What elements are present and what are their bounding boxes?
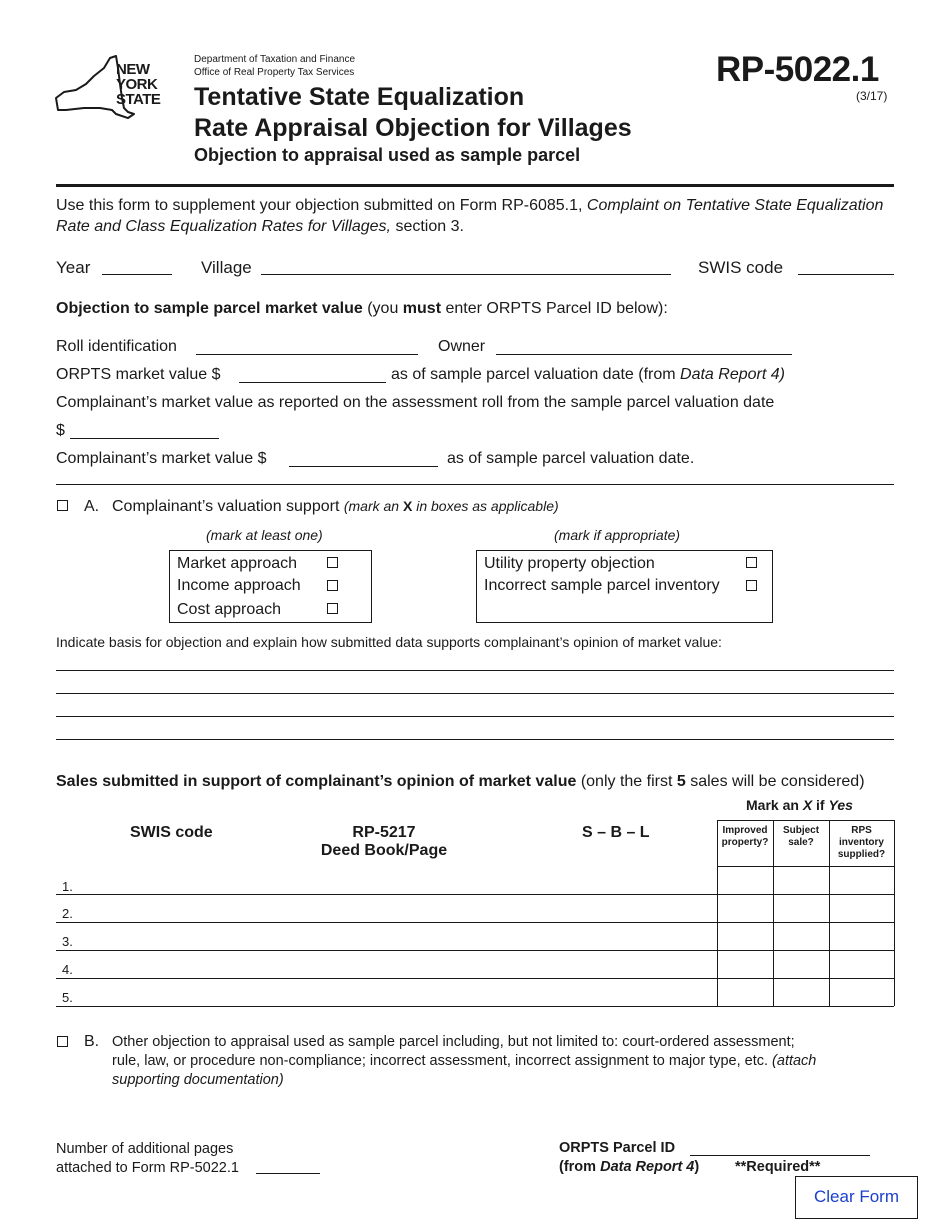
section-a-letter: A. — [84, 498, 100, 515]
col-header-rps-inventory: RPS inventory supplied? — [837, 825, 886, 860]
orpts-market-value-field[interactable] — [239, 382, 386, 383]
col-header-improved: Improved property? — [721, 825, 769, 848]
section-a-checkbox[interactable] — [57, 500, 68, 511]
form-number: RP-5022.1 — [716, 50, 879, 89]
table-row-number: 4. — [62, 962, 73, 977]
basis-line-3[interactable] — [56, 716, 894, 717]
logo-text-york: YORK — [116, 76, 158, 93]
section-a-label: Complainant’s valuation support (mark an X in boxes as applicable) — [112, 498, 559, 515]
mark-if-appropriate-caption: (mark if appropriate) — [554, 527, 681, 543]
owner-label: Owner — [438, 338, 486, 355]
roll-identification-field[interactable] — [196, 354, 418, 355]
village-field[interactable] — [261, 274, 671, 275]
logo-text-state: STATE — [116, 91, 161, 108]
incorrect-inventory-label: Incorrect sample parcel inventory — [484, 577, 720, 594]
table-row[interactable] — [56, 922, 894, 923]
section-b-text: Other objection to appraisal used as sample parcel including, but not limited to: court-ordered assessment; rule, law, or procedure non-compliance; incorrect assessment, incorrect assignment to major type, etc. (attach supporting documentation) — [112, 1034, 817, 1088]
office-name: Office of Real Property Tax Services — [194, 67, 355, 78]
year-label: Year — [56, 258, 91, 277]
market-approach-checkbox[interactable] — [327, 557, 338, 568]
table-row[interactable] — [56, 894, 894, 895]
table-row[interactable] — [56, 1006, 894, 1007]
form-revision: (3/17) — [856, 89, 888, 103]
col-header-swis-code: SWIS code — [130, 824, 213, 841]
orpts-market-value-suffix: as of sample parcel valuation date (from Data Report 4) — [391, 366, 785, 383]
basis-line-1[interactable] — [56, 670, 894, 671]
dollar-sign: $ — [56, 422, 65, 439]
objection-heading: Objection to sample parcel market value (you must enter ORPTS Parcel ID below): — [56, 300, 668, 317]
section-b-checkbox[interactable] — [57, 1036, 68, 1047]
complainant-market-value-suffix: as of sample parcel valuation date. — [447, 450, 695, 467]
col-header-sbl: S – B – L — [582, 824, 650, 841]
complainant-market-value-label: Complainant’s market value $ — [56, 450, 267, 467]
mark-x-if-yes: Mark an X if Yes — [746, 797, 853, 813]
orpts-parcel-id-label: ORPTS Parcel ID — [559, 1140, 676, 1156]
form-title-line1: Tentative State Equalization — [194, 83, 525, 111]
clear-form-button[interactable]: Clear Form — [795, 1176, 918, 1219]
col-header-rp5217: RP-5217 Deed Book/Page — [320, 824, 448, 859]
owner-field[interactable] — [496, 354, 792, 355]
intro-text: Use this form to supplement your objection submitted on Form RP-6085.1, Complaint on Tentative State Equalization Rate and Class Equalization Rates for Villages, section 3. — [56, 197, 884, 235]
required-note: **Required** — [735, 1159, 821, 1175]
village-label: Village — [201, 258, 252, 277]
cost-approach-checkbox[interactable] — [327, 603, 338, 614]
basis-line-4[interactable] — [56, 739, 894, 740]
complainant-roll-value-label: Complainant’s market value as reported on the assessment roll from the sample parcel valuation date — [56, 394, 775, 411]
table-row-number: 3. — [62, 934, 73, 949]
basis-instructions: Indicate basis for objection and explain how submitted data supports complainant’s opinion of market value: — [56, 634, 722, 650]
form-subtitle: Objection to appraisal used as sample parcel — [194, 145, 581, 165]
additional-pages-field[interactable] — [256, 1173, 320, 1174]
swis-code-label: SWIS code — [698, 258, 784, 277]
logo-text-new: NEW — [116, 61, 150, 78]
orpts-parcel-id-field[interactable] — [690, 1155, 870, 1156]
sales-heading: Sales submitted in support of complainant’s opinion of market value (only the first 5 sales will be considered) — [56, 773, 865, 790]
table-row-number: 2. — [62, 906, 73, 921]
additional-pages-label: Number of additional pages attached to Form RP-5022.1 — [56, 1141, 239, 1176]
utility-property-label: Utility property objection — [484, 555, 655, 572]
data-report-note: (from Data Report 4) — [559, 1159, 700, 1175]
section-b-letter: B. — [84, 1033, 100, 1050]
table-row-number: 5. — [62, 990, 73, 1005]
basis-line-2[interactable] — [56, 693, 894, 694]
header-divider — [56, 184, 894, 187]
incorrect-inventory-checkbox[interactable] — [746, 580, 757, 591]
section-divider — [56, 484, 894, 485]
orpts-market-value-label: ORPTS market value $ — [56, 366, 221, 383]
complainant-roll-value-field[interactable] — [70, 438, 219, 439]
complainant-market-value-field[interactable] — [289, 466, 438, 467]
table-row-number: 1. — [62, 879, 73, 894]
income-approach-label: Income approach — [177, 577, 301, 594]
cost-approach-label: Cost approach — [177, 601, 282, 618]
table-row[interactable] — [56, 950, 894, 951]
market-approach-label: Market approach — [177, 555, 298, 572]
nys-logo — [54, 54, 166, 124]
col-header-subject-sale: Subject sale? — [782, 825, 820, 848]
table-row[interactable] — [56, 978, 894, 979]
utility-property-checkbox[interactable] — [746, 557, 757, 568]
form-title-line2: Rate Appraisal Objection for Villages — [194, 114, 632, 142]
roll-identification-label: Roll identification — [56, 338, 177, 355]
year-field[interactable] — [102, 274, 172, 275]
department-name: Department of Taxation and Finance — [194, 54, 356, 65]
income-approach-checkbox[interactable] — [327, 580, 338, 591]
swis-code-field[interactable] — [798, 274, 894, 275]
mark-at-least-one-caption: (mark at least one) — [206, 527, 323, 543]
